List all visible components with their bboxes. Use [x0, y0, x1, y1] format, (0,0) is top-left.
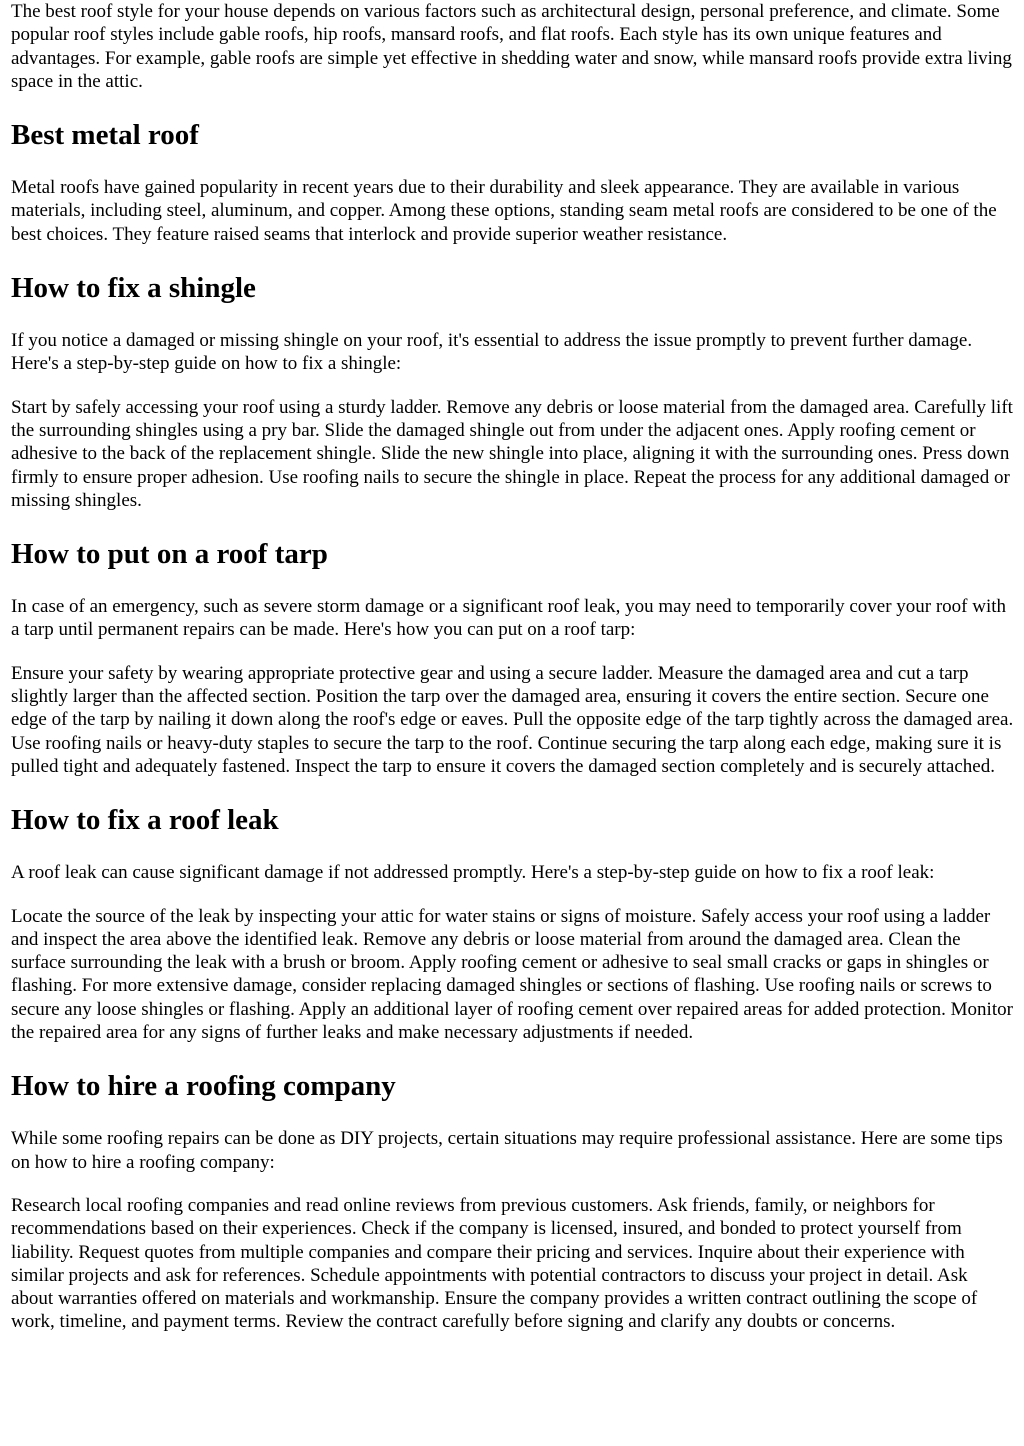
section-fix-shingle [11, 271, 1014, 512]
section-fix-roof-leak [11, 803, 1014, 1044]
section-paragraph: A roof leak can cause significant damage if not addressed promptly. Here's a step-by-step guide on how to fix a roof leak: [11, 862, 935, 884]
section-heading: How to hire a roofing company [11, 1070, 396, 1103]
section-paragraph: In case of an emergency, such as severe storm damage or a significant roof leak, you may need to temporarily cover your roof with a tarp until permanent repairs can be made. Here's how you can put on a roof tarp: [11, 596, 1007, 641]
section-paragraph: Metal roofs have gained popularity in recent years due to their durability and sleek appearance. They are available in various materials, including steel, aluminum, and copper. Among these options, standing seam metal roofs are considered to be one of the best choices. They feature raised seams that interlock and provide superior weather resistance. [11, 177, 997, 245]
section-best-metal-roof [11, 118, 1014, 246]
section-heading: How to put on a roof tarp [11, 538, 328, 571]
section-roof-tarp [11, 537, 1014, 778]
section-heading: How to fix a shingle [11, 272, 256, 305]
section-paragraph: Start by safely accessing your roof using a sturdy ladder. Remove any debris or loose material from the damaged area. Carefully lift the surrounding shingles using a pry bar. Slide the damaged shingle out from under the adjacent ones. Apply roofing cement or adhesive to the back of the replacement shingle. Slide the new shingle into place, aligning it with the surrounding ones. Press down firmly to ensure proper adhesion. Use roofing nails to secure the shingle in place. Repeat the process for any additional damaged or missing shingles. [11, 396, 1013, 511]
section-hire-roofing-company [11, 1069, 1014, 1333]
section-heading: How to fix a roof leak [11, 804, 279, 837]
section-paragraph: Ensure your safety by wearing appropriate protective gear and using a secure ladder. Measure the damaged area and cut a tarp slightly larger than the affected section. Position the tarp over the damaged area, ensuring it covers the entire section. Secure one edge of the tarp by nailing it down along the roof's edge or eaves. Pull the opposite edge of the tarp tightly across the damaged area. Use roofing nails or heavy-duty staples to secure the tarp to the roof. Continue securing the tarp along each edge, making sure it is pulled tight and adequately fastened. Inspect the tarp to ensure it covers the damaged section completely and is securely attached. [11, 662, 1014, 777]
section-paragraph: Research local roofing companies and read online reviews from previous customers. Ask friends, family, or neighbors for recommendations based on their experiences. Check if the company is licensed, insured, and bonded to protect yourself from liability. Request quotes from multiple companies and compare their pricing and services. Inquire about their experience with similar projects and ask for references. Schedule appointments with potential contractors to discuss your project in detail. Ask about warranties offered on materials and workmanship. Ensure the company provides a written contract outlining the scope of work, timeline, and payment terms. Review the contract carefully before signing and clarify any doubts or concerns. [11, 1194, 978, 1333]
intro-paragraph: The best roof style for your house depends on various factors such as architectural design, personal preference, and climate. Some popular roof styles include gable roofs, hip roofs, mansard roofs, and flat roofs. Each style has its own unique features and advantages. For example, gable roofs are simple yet effective in shedding water and snow, while mansard roofs provide extra living space in the attic. [11, 1, 1012, 92]
section-paragraph: Locate the source of the leak by inspecting your attic for water stains or signs of moisture. Safely access your roof using a ladder and inspect the area above the identified leak. Remove any debris or loose material from around the damaged area. Clean the surface surrounding the leak with a brush or broom. Apply roofing cement or adhesive to seal small cracks or gaps in shingles or flashing. For more extensive damage, consider replacing damaged shingles or sections of flashing. Use roofing nails or screws to secure any loose shingles or flashing. Apply an additional layer of roofing cement over repaired areas for added protection. Monitor the repaired area for any signs of further leaks and make necessary adjustments if needed. [11, 905, 1013, 1044]
section-heading: Best metal roof [11, 119, 199, 152]
section-paragraph: While some roofing repairs can be done as DIY projects, certain situations may require professional assistance. Here are some tips on how to hire a roofing company: [11, 1128, 1003, 1173]
section-paragraph: If you notice a damaged or missing shingle on your roof, it's essential to address the issue promptly to prevent further damage. Here's a step-by-step guide on how to fix a shingle: [11, 330, 973, 375]
